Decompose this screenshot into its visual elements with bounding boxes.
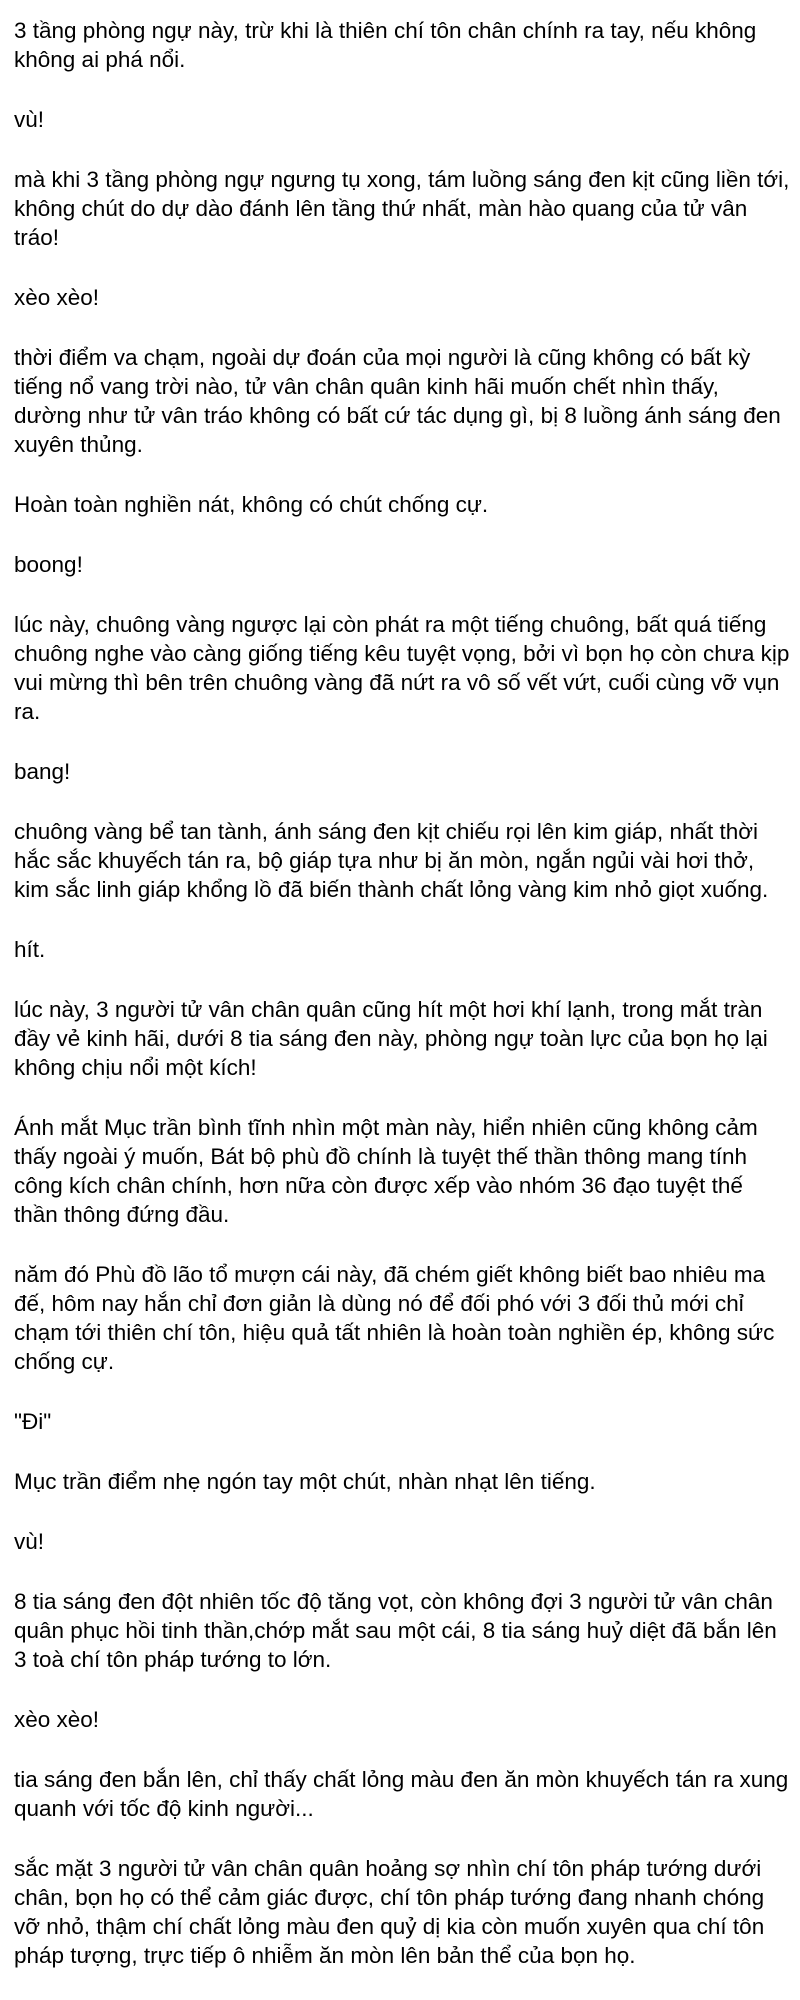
paragraph-19: xèo xèo! — [14, 1707, 100, 1732]
paragraph-5: thời điểm va chạm, ngoài dự đoán của mọi người là cũng không có bất kỳ tiếng nổ vang trời nào, tử vân chân quân kinh hãi muốn chết nhìn thấy, dường như tử vân tráo không có bất cứ tác dụng gì, bị 8 luồng ánh sáng đen xuyên thủng. — [14, 345, 781, 457]
paragraph-12: lúc này, 3 người tử vân chân quân cũng hít một hơi khí lạnh, trong mắt tràn đầy vẻ kinh hãi, dưới 8 tia sáng đen này, phòng ngự toàn lực của bọn họ lại không chịu nổi một kích! — [14, 997, 768, 1080]
paragraph-2: vù! — [14, 107, 45, 132]
paragraph-3: mà khi 3 tầng phòng ngự ngưng tụ xong, tám luồng sáng đen kịt cũng liền tới, không chút do dự dào đánh lên tầng thứ nhất, màn hào quang của tử vân tráo! — [14, 167, 790, 250]
paragraph-21: sắc mặt 3 người tử vân chân quân hoảng sợ nhìn chí tôn pháp tướng dưới chân, bọn họ có thể cảm giác được, chí tôn pháp tướng đang nhanh chóng vỡ nhỏ, thậm chí chất lỏng màu đen quỷ dị kia còn muốn xuyên qua chí tôn pháp tượng, trực tiếp ô nhiễm ăn mòn lên bản thể của bọn họ. — [14, 1856, 765, 1968]
paragraph-16: Mục trần điểm nhẹ ngón tay một chút, nhàn nhạt lên tiếng. — [14, 1469, 596, 1494]
paragraph-8: lúc này, chuông vàng ngược lại còn phát ra một tiếng chuông, bất quá tiếng chuông nghe vào càng giống tiếng kêu tuyệt vọng, bởi vì bọn họ còn chưa kịp vui mừng thì bên trên chuông vàng đã nứt ra vô số vết vứt, cuối cùng vỡ vụn ra. — [14, 612, 790, 724]
paragraph-6: Hoàn toàn nghiền nát, không có chút chống cự. — [14, 492, 489, 517]
paragraph-13: Ánh mắt Mục trần bình tĩnh nhìn một màn này, hiển nhiên cũng không cảm thấy ngoài ý muốn, Bát bộ phù đồ chính là tuyệt thế thần thông mang tính công kích chân chính, hơn nữa còn được xếp vào nhóm 36 đạo tuyệt thế thần thông đứng đầu. — [14, 1115, 758, 1227]
paragraph-15: "Đi" — [14, 1409, 52, 1434]
paragraph-4: xèo xèo! — [14, 285, 100, 310]
paragraph-9: bang! — [14, 759, 71, 784]
paragraph-20: tia sáng đen bắn lên, chỉ thấy chất lỏng màu đen ăn mòn khuyếch tán ra xung quanh với tốc độ kinh người... — [14, 1767, 789, 1821]
paragraph-1: 3 tầng phòng ngự này, trừ khi là thiên chí tôn chân chính ra tay, nếu không không ai phá nổi. — [14, 18, 757, 72]
paragraph-10: chuông vàng bể tan tành, ánh sáng đen kịt chiếu rọi lên kim giáp, nhất thời hắc sắc khuyếch tán ra, bộ giáp tựa như bị ăn mòn, ngắn ngủi vài hơi thở, kim sắc linh giáp khổng lồ đã biến thành chất lỏng vàng kim nhỏ giọt xuống. — [14, 819, 769, 902]
paragraph-18: 8 tia sáng đen đột nhiên tốc độ tăng vọt, còn không đợi 3 người tử vân chân quân phục hồi tinh thần,chớp mắt sau một cái, 8 tia sáng huỷ diệt đã bắn lên 3 toà chí tôn pháp tướng to lớn. — [14, 1589, 777, 1672]
paragraph-7: boong! — [14, 552, 83, 577]
paragraph-17: vù! — [14, 1529, 45, 1554]
paragraph-14: năm đó Phù đồ lão tổ mượn cái này, đã chém giết không biết bao nhiêu ma đế, hôm nay hắn chỉ đơn giản là dùng nó để đối phó với 3 đối thủ mới chỉ chạm tới thiên chí tôn, hiệu quả tất nhiên là hoàn toàn nghiền ép, không sức chống cự. — [14, 1262, 775, 1374]
paragraph-11: hít. — [14, 937, 46, 962]
